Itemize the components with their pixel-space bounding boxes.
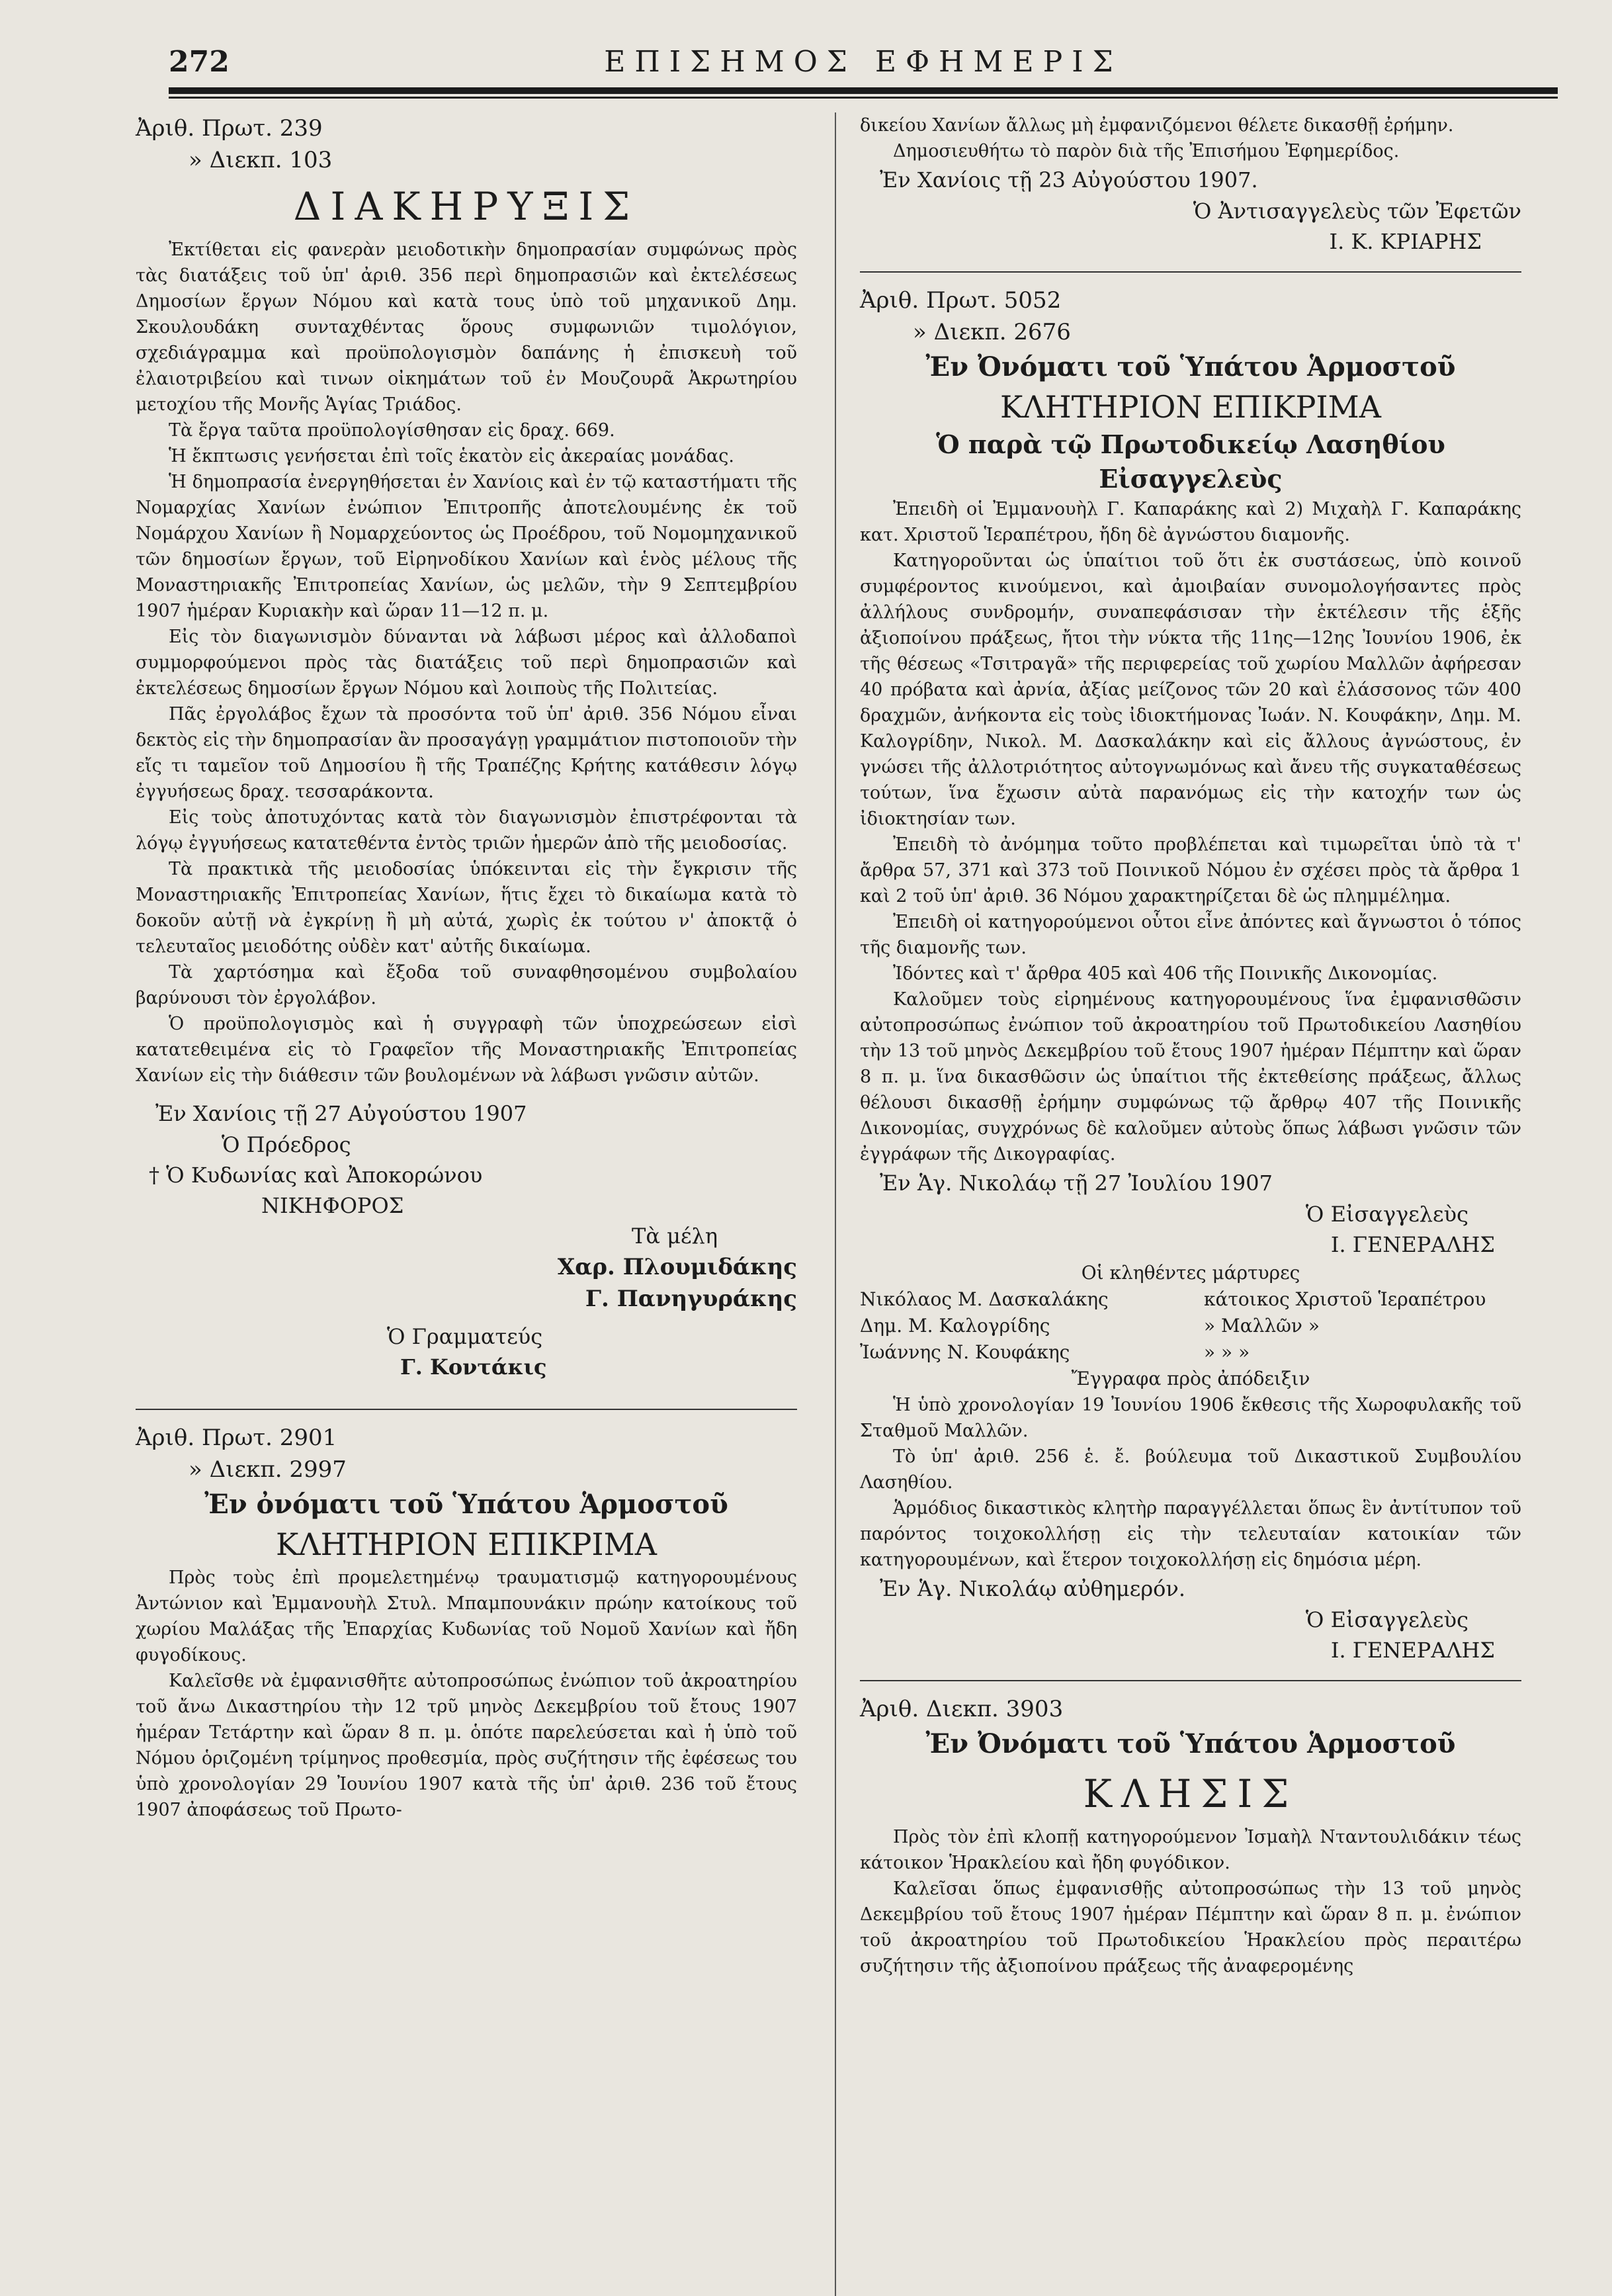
paragraph: δικείου Χανίων ἄλλως μὴ ἐμφανιζόμενοι θέλετε δικασθῇ ἐρήμην. (860, 115, 1454, 136)
paragraph: Τὰ χαρτόσημα καὶ ἔξοδα τοῦ συναφθησομένου συμβολαίου βαρύνουσι τὸν ἐργολάβον. (136, 962, 797, 1008)
masthead-title: ΕΠΙΣΗΜΟΣ ΕΦΗΜΕΡΙΣ (604, 45, 1123, 79)
witness-name: Νικόλαος Μ. Δασκαλάκης (860, 1288, 1109, 1310)
paragraph: Ἐπειδὴ οἱ Ἐμμανουὴλ Γ. Καπαράκης καὶ 2) Μιχαὴλ Γ. Καπαράκης κατ. Χριστοῦ Ἱεραπέτρου, ἤδη δὲ ἀγνώστου διαμονῆς. (860, 499, 1521, 545)
notice1-ref-prot: Ἀριθ. Πρωτ. 239 (136, 115, 323, 142)
notice2-heading: ΚΛΗΤΗΡΙΟΝ ΕΠΙΚΡΙΜΑ (276, 1526, 657, 1562)
notice1-date: Ἐν Χανίοις τῇ 27 Αὐγούστου 1907 (155, 1101, 527, 1126)
paragraph: Τὰ πρακτικὰ τῆς μειοδοσίας ὑπόκεινται εἰς τὴν ἔγκρισιν τῆς Μοναστηριακῆς Ἐπιτροπείας Χανίων, ἥτις ἔχει τὸ δικαίωμα κατὰ τὸ δοκοῦν αὐτῇ νὰ ἐγκρίνῃ ἢ μὴ αὐτά, χωρὶς ἐκ τούτου ν' ἀποκτᾷ ὁ τελευταῖος μειοδότης οὐδὲν κατ' αὐτῆς δικαίωμα. (136, 859, 797, 957)
continuation-sig-title: Ὁ Ἀντισαγγελεὺς τῶν Ἐφετῶν (1193, 199, 1521, 224)
witnesses-title: Οἱ κληθέντες μάρτυρες (1081, 1262, 1300, 1284)
notice4-court-line: Ἐν Ὀνόματι τοῦ Ὑπάτου Ἁρμοστοῦ (925, 1728, 1456, 1759)
notice3-court-line: Ἐν Ὀνόματι τοῦ Ὑπάτου Ἁρμοστοῦ (925, 351, 1456, 382)
paragraph: Καλοῦμεν τοὺς εἰρημένους κατηγορουμένους ἵνα ἐμφανισθῶσιν αὐτοπροσώπως ἐνώπιον τοῦ ἀκροατηρίου τοῦ Πρωτοδικείου Λασηθίου τὴν 13 τοῦ μηνὸς Δεκεμβρίου τοῦ ἔτους 1907 ἡμέραν Πέμπτην καὶ ὥραν 8 π. μ. ἵνα δικασθῶσιν ὡς ὑπαίτιοι τῆς ἐκτεθείσης πράξεως, ἄλλως θέλουσι δικασθῇ ἐρήμην συμφώνως τῷ ἄρθρῳ 407 τῆς Ποινικῆς Δικονομίας, συγχρόνως δὲ καλοῦμεν αὐτοὺς ὅπως λάβωσι γνῶσιν τῶν ἐγγράφων τῆς Δικογραφίας. (860, 989, 1521, 1165)
notice1-body (136, 237, 797, 1088)
paragraph: Ὁ προϋπολογισμὸς καὶ ἡ συγγραφὴ τῶν ὑποχρεώσεων εἰσὶ κατατεθειμένα εἰς τὸ Γραφεῖον τῆς Μοναστηριακῆς Ἐπιτροπείας Χανίων εἰς τὴν διάθεσιν τῶν βουλομένων νὰ λάβωσι γνῶσιν αὐτῶν. (136, 1014, 797, 1086)
secretary-title: Ὁ Γραμματεύς (387, 1324, 543, 1349)
column-divider (835, 112, 836, 2296)
notice2-ref-prot: Ἀριθ. Πρωτ. 2901 (136, 1425, 337, 1451)
president-title: Ὁ Πρόεδρος (222, 1132, 351, 1157)
notice3-ref-prot: Ἀριθ. Πρωτ. 5052 (860, 287, 1062, 314)
witness-row (860, 1286, 1521, 1313)
witness-place: κάτοικος Χριστοῦ Ἱεραπέτρου (1204, 1288, 1486, 1310)
notice3-date: Ἐν Ἁγ. Νικολάῳ τῇ 27 Ἰουλίου 1907 (880, 1170, 1273, 1196)
divider (136, 1409, 797, 1410)
continuation-sig-name: Ι. Κ. ΚΡΙΑΡΗΣ (1329, 229, 1482, 254)
notice3-sub1: Ὁ παρὰ τῷ Πρωτοδικείῳ Λασηθίου (936, 429, 1445, 459)
notice2-ref-diekp: » Διεκπ. 2997 (189, 1456, 347, 1483)
divider (860, 271, 1521, 273)
member2-name: Γ. Πανηγυράκης (585, 1286, 797, 1312)
notice3-sig-name: Ι. ΓΕΝΕΡΑΛΗΣ (1330, 1232, 1495, 1257)
notice4-heading: ΚΛΗΣΙΣ (1083, 1771, 1298, 1816)
paragraph: Καλεῖσθε νὰ ἐμφανισθῆτε αὐτοπροσώπως ἐνώπιον τοῦ ἀκροατηρίου τοῦ ἄνω Δικαστηρίου τὴν 12 τρῦ μηνὸς Δεκεμβρίου τοῦ ἔτους 1907 ἡμέραν Τετάρτην καὶ ὥραν 8 π. μ. ὁπότε παρελεύσεται καὶ ἡ ὑπὸ τοῦ Νόμου ὁριζομένη τρίμηνος προθεσμία, πρὸς συζήτησιν τῆς ἐφέσεως του ὑπὸ χρονολογίαν 29 Ἰουνίου 1907 κατὰ τῆς ὑπ' ἀριθ. 236 τοῦ ἔτους 1907 ἀποφάσεως τοῦ Πρωτο- (136, 1671, 797, 1820)
paragraph: Ἡ ἔκπτωσις γενήσεται ἐπὶ τοῖς ἑκατὸν εἰς ἀκεραίας μονάδας. (169, 446, 734, 466)
paragraph: Ἐκτίθεται εἰς φανερὰν μειοδοτικὴν δημοπρασίαν συμφώνως πρὸς τὰς διατάξεις τοῦ ὑπ' ἀριθ. 356 περὶ δημοπρασιῶν καὶ ἐκτελέσεως Δημοσίων ἔργων Νόμου καὶ κατὰ τους ὑπὸ τοῦ μηχανικοῦ Δημ. Σκουλουδάκη συνταχθέντας ὅρους συμφωνιῶν τιμολόγιον, σχεδιάγραμμα καὶ προϋπολογισμὸν δαπάνης ἡ ἐπισκευὴ τοῦ ἐλαιοτριβείου καὶ τινων οἰκημάτων τοῦ ἐν Μουζουρᾶ Ἀκρωτηρίου μετοχίου τῆς Μονῆς Ἁγίας Τριάδος. (136, 240, 797, 415)
witness-name: Ἰωάννης Ν. Κουφάκης (860, 1341, 1070, 1363)
paragraph: Ἐπειδὴ τὸ ἀνόμημα τοῦτο προβλέπεται καὶ τιμωρεῖται ὑπὸ τὰ τ' ἄρθρα 57, 371 καὶ 373 τοῦ Ποινικοῦ Νόμου ἐν σχέσει πρὸς τὰ ἄρθρα 1 καὶ 2 τοῦ ὑπ' ἀριθ. 36 Νόμου χαρακτηρίζεται δὲ ὡς πλημμέλημα. (860, 834, 1521, 906)
page-header (169, 45, 1558, 91)
paragraph: Τὰ ἔργα ταῦτα προϋπολογίσθησαν εἰς δραχ. 669. (169, 420, 615, 441)
paragraph: Καλεῖσαι ὅπως ἐμφανισθῇς αὐτοπροσώπως τὴν 13 τοῦ μηνὸς Δεκεμβρίου τοῦ ἔτους 1907 ἡμέραν Πέμπτην καὶ ὥραν 8 π. μ. ἐνώπιον τοῦ ἀκροατηρίου τοῦ Πρωτοδικείου Ἡρακλείου πρὸς περαιτέρω συζήτησιν τῆς ἀξιοποίνου πράξεως τῆς ἀναφερομένης (860, 1878, 1521, 1976)
notice1-ref-diekp: » Διεκπ. 103 (189, 147, 333, 173)
header-rule-thin (169, 97, 1558, 99)
notice3-sig2-title: Ὁ Εἰσαγγελεὺς (1305, 1607, 1468, 1632)
paragraph: Τὸ ὑπ' ἀριθ. 256 ἑ. ἔ. βούλευμα τοῦ Δικαστικοῦ Συμβουλίου Λασηθίου. (860, 1446, 1521, 1493)
evidence-title: Ἔγγραφα πρὸς ἀπόδειξιν (1071, 1368, 1310, 1390)
paragraph: Κατηγοροῦνται ὡς ὑπαίτιοι τοῦ ὅτι ἐκ συστάσεως, ὑπὸ κοινοῦ συμφέροντος κινούμενοι, καὶ ἀμοιβαίαν συνομολογήσαντες πρὸς ἀλλήλους συνδρομήν, συναπεφάσισαν τὴν ἐκτέλεσιν τῆς ἑξῆς ἀξιοποίνου πράξεως, ἤτοι τὴν νύκτα τῆς 11ης—12ης Ἰουνίου 1906, ἐκ τῆς θέσεως «Τσιτραγᾶ» τῆς περιφερείας τοῦ χωρίου Μαλλῶν ἀφήρεσαν 40 πρόβατα καὶ ἀρνία, ἀξίας μείζονος τῶν 20 καὶ ἐλάσσονος τῶν 400 δραχμῶν, ἀνήκοντα εἰς τοὺς ἰδιοκτήμονας Ἰωάν. Ν. Κουφάκην, Δημ. Μ. Καλογρίδην, Νικολ. Μ. Δασκαλάκην καὶ εἰς ἄλλους ἀγνώστους, ἐν γνώσει τῆς ἀλλοτριότητος αὐτογνωμόνως καὶ ἄνευ τῆς συγκαταθέσεως τούτων, ἵνα ἔχωσιν αὐτὰ παρανόμως εἰς τὴν κατοχήν των ὡς ἰδιοκτησίαν των. (860, 551, 1521, 829)
secretary-name: Γ. Κοντάκις (400, 1354, 547, 1380)
page-number: 272 (169, 45, 230, 79)
left-column (136, 112, 797, 1823)
paragraph: Εἰς τὸν διαγωνισμὸν δύνανται νὰ λάβωσι μέρος καὶ ἀλλοδαποὶ συμμορφούμενοι πρὸς τὰς διατάξεις τοῦ περὶ δημοπρασιῶν καὶ ἐκτελέσεως δημοσίων ἔργων Νόμου καὶ λοιποὺς τῆς Πολιτείας. (136, 627, 797, 699)
paragraph: Ἰδόντες καὶ τ' ἄρθρα 405 καὶ 406 τῆς Ποινικῆς Δικονομίας. (893, 963, 1438, 984)
notice3-sig-title: Ὁ Εἰσαγγελεὺς (1305, 1202, 1468, 1227)
bishop-line: † Ὁ Κυδωνίας καὶ Ἀποκορώνου (149, 1163, 483, 1188)
paragraph: Πρὸς τὸν ἐπὶ κλοπῇ κατηγορούμενον Ἰσμαὴλ Νταντουλιδάκιν τέως κάτοικον Ἡρακλείου καὶ ἤδη φυγόδικον. (860, 1827, 1521, 1873)
members-title: Τὰ μέλη (632, 1223, 718, 1249)
witness-name: Δημ. Μ. Καλογρίδης (860, 1315, 1050, 1337)
paragraph: Δημοσιευθήτω τὸ παρὸν διὰ τῆς Ἐπισήμου Ἐφημερίδος. (893, 141, 1400, 161)
notice3-ref-diekp: » Διεκπ. 2676 (913, 319, 1071, 345)
continuation-date: Ἐν Χανίοις τῇ 23 Αὐγούστου 1907. (880, 167, 1258, 193)
witness-place: » Μαλλῶν » (1204, 1315, 1320, 1337)
paragraph: Πᾶς ἐργολάβος ἔχων τὰ προσόντα τοῦ ὑπ' ἀριθ. 356 Νόμου εἶναι δεκτὸς εἰς τὴν δημοπρασίαν ἂν προσαγάγῃ γραμμάτιον πιστοποιοῦν τὴν εἴς τι ταμεῖον τοῦ Δημοσίου ἢ τῆς Τραπέζης Κρήτης κατάθεσιν λόγῳ ἐγγυήσεως δραχ. τεσσαράκοντα. (136, 704, 797, 802)
notice4-ref: Ἀριθ. Διεκπ. 3903 (860, 1696, 1064, 1722)
notice3-sig2-name: Ι. ΓΕΝΕΡΑΛΗΣ (1330, 1638, 1495, 1663)
witness-row (860, 1339, 1521, 1366)
notice3-sub2: Εἰσαγγελεὺς (1099, 464, 1283, 494)
notice3-date2: Ἐν Ἁγ. Νικολάῳ αὐθημερόν. (880, 1576, 1186, 1601)
notice2-court-line: Ἐν ὀνόματι τοῦ Ὑπάτου Ἁρμοστοῦ (204, 1489, 728, 1520)
witness-place: » » » (1204, 1341, 1250, 1363)
paragraph: Ἐπειδὴ οἱ κατηγορούμενοι οὗτοι εἶνε ἀπόντες καὶ ἄγνωστοι ὁ τόπος τῆς διαμονῆς των. (860, 912, 1521, 958)
divider (860, 1680, 1521, 1681)
header-rule-thick (169, 87, 1558, 94)
paragraph: Ἁρμόδιος δικαστικὸς κλητὴρ παραγγέλλεται ὅπως ἓν ἀντίτυπον τοῦ παρόντος τοιχοκολλήσῃ εἰς τὴν τελευταίαν κατοικίαν τῶν κατηγορουμένων, καὶ ἕτερον τοιχοκολλήσῃ εἰς δημόσια μέρη. (860, 1498, 1521, 1570)
bishop-name: ΝΙΚΗΦΟΡΟΣ (261, 1193, 404, 1218)
member1-name: Χαρ. Πλουμιδάκης (557, 1254, 797, 1280)
notice1-heading: ΔΙΑΚΗΡΥΞΙΣ (293, 184, 640, 229)
paragraph: Ἡ ὑπὸ χρονολογίαν 19 Ἰουνίου 1906 ἔκθεσις τῆς Χωροφυλακῆς τοῦ Σταθμοῦ Μαλλῶν. (860, 1395, 1521, 1441)
paragraph: Πρὸς τοὺς ἐπὶ προμελετημένῳ τραυματισμῷ κατηγορουμένους Ἀντώνιον καὶ Ἐμμανουὴλ Στυλ. Μπαμπουνάκιν πρώην κατοίκους τοῦ χωρίου Μαλάξας τῆς Ἐπαρχίας Κυδωνίας τοῦ Νομοῦ Χανίων καὶ ἤδη φυγοδίκους. (136, 1567, 797, 1665)
paragraph: Εἰς τοὺς ἀποτυχόντας κατὰ τὸν διαγωνισμὸν ἐπιστρέφονται τὰ λόγῳ ἐγγυήσεως κατατεθέντα ἐντὸς τριῶν ἡμερῶν ἀπὸ τῆς μειοδοσίας. (136, 807, 797, 854)
paragraph: Ἡ δημοπρασία ἐνεργηθήσεται ἐν Χανίοις καὶ ἐν τῷ καταστήματι τῆς Νομαρχίας Χανίων ἐνώπιον Ἐπιτροπῆς ἀποτελουμένης ἐκ τοῦ Νομάρχου Χανίων ἢ Νομαρχεύοντος ὡς Προέδρου, τοῦ Νομομηχανικοῦ τῶν δημοσίων ἔργων, τοῦ Εἰρηνοδίκου Χανίων καὶ ἑνὸς μέλους τῆς Μοναστηριακῆς Ἐπιτροπείας Χανίων, ὡς μελῶν, τὴν 9 Σεπτεμβρίου 1907 ἡμέραν Κυριακὴν καὶ ὥραν 11—12 π. μ. (136, 472, 797, 621)
right-column (860, 112, 1521, 1979)
notice3-heading: ΚΛΗΤΗΡΙΟΝ ΕΠΙΚΡΙΜΑ (1000, 389, 1381, 425)
witness-row (860, 1313, 1521, 1339)
